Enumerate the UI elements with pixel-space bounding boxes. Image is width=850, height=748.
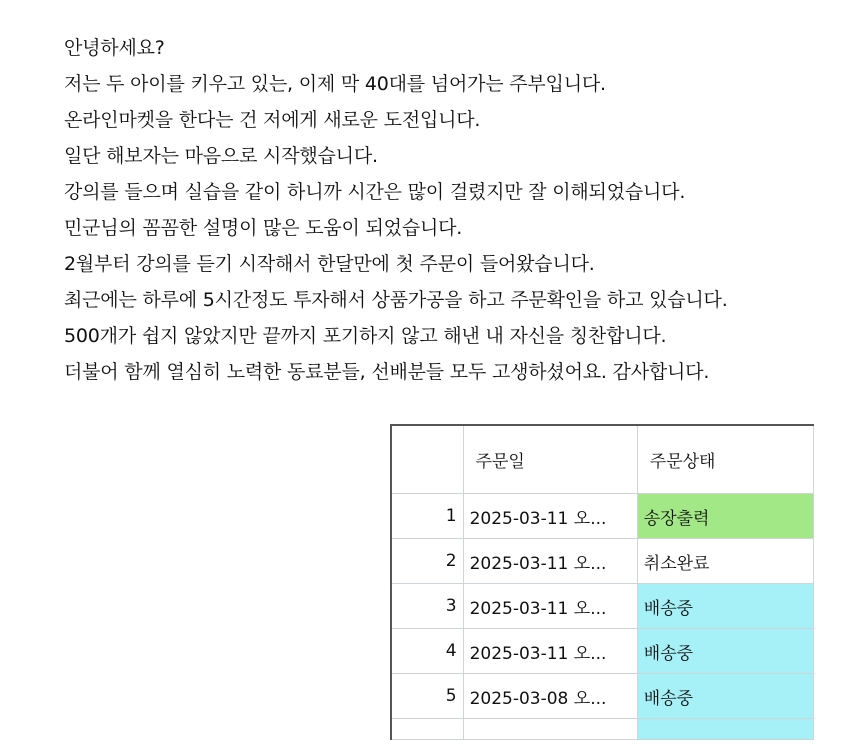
order-table (390, 424, 814, 740)
post-line: 2월부터 강의를 듣기 시작해서 한달만에 첫 주문이 들어왔습니다. (64, 253, 595, 275)
table-row[interactable] (391, 539, 814, 584)
post-line: 민군님의 꼼꼼한 설명이 많은 도움이 되었습니다. (64, 217, 463, 239)
order-date-cell[interactable]: 2025-03-11 오... (463, 539, 637, 584)
order-status-cell[interactable]: 배송중 (637, 584, 813, 629)
table-row[interactable] (391, 584, 814, 629)
post-line: 500개가 쉽지 않았지만 끝까지 포기하지 않고 해낸 내 자신을 칭찬합니다. (64, 325, 667, 347)
order-date-cell[interactable]: 2025-03-11 오... (463, 629, 637, 674)
partial-cell (637, 719, 813, 740)
post-line-closing: 더불어 함께 열심히 노력한 동료분들, 선배분들 모두 고생하셨어요. 감사합니다. (64, 361, 710, 383)
row-number-cell[interactable]: 3 (391, 584, 463, 629)
order-status-cell[interactable]: 배송중 (637, 674, 813, 719)
table-header-row (391, 425, 814, 494)
table-row-partial (391, 719, 814, 740)
row-number-cell[interactable]: 2 (391, 539, 463, 584)
post-line: 온라인마켓을 한다는 건 저에게 새로운 도전입니다. (64, 109, 481, 131)
table-row[interactable] (391, 494, 814, 539)
row-number-cell[interactable]: 1 (391, 494, 463, 539)
order-table-screenshot (390, 424, 850, 748)
partial-cell (463, 719, 637, 740)
row-number-header[interactable] (391, 425, 463, 494)
post-body-text (64, 30, 844, 390)
post-line: 저는 두 아이를 키우고 있는, 이제 막 40대를 넘어가는 주부입니다. (64, 73, 606, 95)
partial-cell (391, 719, 463, 740)
order-table-body (391, 494, 814, 740)
order-status-cell[interactable]: 송장출력 (637, 494, 813, 539)
table-row[interactable] (391, 629, 814, 674)
row-number-cell[interactable]: 5 (391, 674, 463, 719)
post-line: 일단 해보자는 마음으로 시작했습니다. (64, 145, 378, 167)
post-line: 최근에는 하루에 5시간정도 투자해서 상품가공을 하고 주문확인을 하고 있습니다. (64, 289, 728, 311)
post-line-greeting: 안녕하세요? (64, 37, 165, 59)
order-date-cell[interactable]: 2025-03-11 오... (463, 584, 637, 629)
order-date-cell[interactable]: 2025-03-11 오... (463, 494, 637, 539)
table-row[interactable] (391, 674, 814, 719)
order-status-cell[interactable]: 취소완료 (637, 539, 813, 584)
order-date-header[interactable]: 주문일 (463, 425, 637, 494)
order-date-cell[interactable]: 2025-03-08 오... (463, 674, 637, 719)
order-status-cell[interactable]: 배송중 (637, 629, 813, 674)
order-status-header[interactable]: 주문상태 (637, 425, 813, 494)
post-line: 강의를 들으며 실습을 같이 하니까 시간은 많이 걸렸지만 잘 이해되었습니다. (64, 181, 686, 203)
row-number-cell[interactable]: 4 (391, 629, 463, 674)
